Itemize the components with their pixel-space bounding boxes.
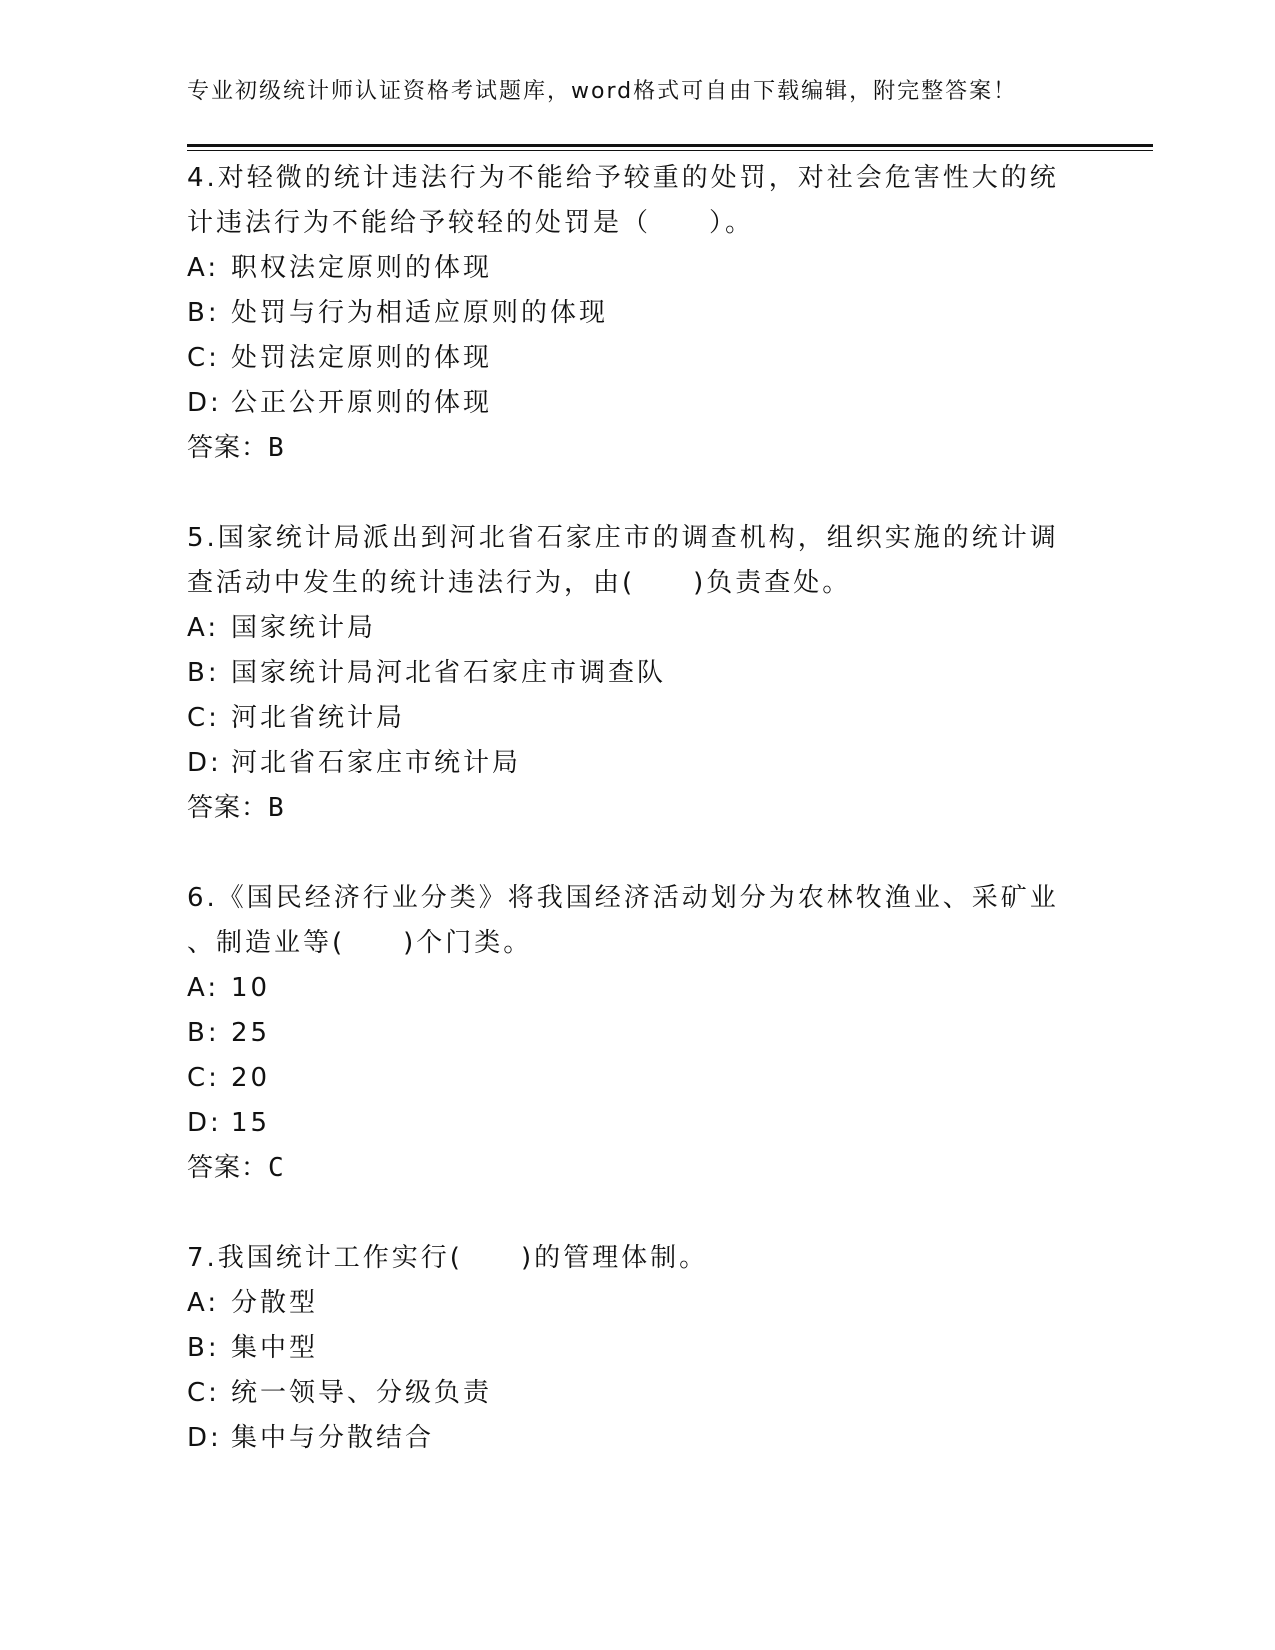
answer-line	[187, 426, 1087, 471]
answer-label: 答案：	[187, 433, 269, 463]
option-text: 统一领导、分级负责	[231, 1378, 493, 1408]
option-c	[187, 1371, 1087, 1416]
question-stem-line: 6.《国民经济行业分类》将我国经济活动划分为农林牧渔业、采矿业	[187, 883, 1059, 913]
option-text: 处罚法定原则的体现	[231, 343, 493, 373]
answer-value: C	[268, 1153, 285, 1183]
option-letter: C:	[187, 1378, 220, 1408]
question-stem-line: 7.我国统计工作实行( )的管理体制。	[187, 1243, 709, 1273]
question-4	[187, 156, 1087, 471]
option-letter: A:	[187, 253, 220, 283]
answer-label: 答案：	[187, 1153, 269, 1183]
answer-label: 答案：	[187, 793, 269, 823]
option-b	[187, 1011, 1087, 1056]
question-7	[187, 1236, 1087, 1461]
option-letter: D:	[187, 748, 222, 778]
question-list	[187, 156, 1087, 1506]
option-text: 河北省统计局	[231, 703, 406, 733]
question-stem-line: 4.对轻微的统计违法行为不能给予较重的处罚，对社会危害性大的统	[187, 163, 1059, 193]
question-6	[187, 876, 1087, 1191]
answer-line	[187, 1146, 1087, 1191]
answer-value: B	[268, 433, 285, 463]
option-text: 20	[231, 1063, 271, 1093]
option-letter: B:	[187, 658, 220, 688]
option-text: 河北省石家庄市统计局	[231, 748, 522, 778]
option-text: 15	[231, 1108, 271, 1138]
option-letter: B:	[187, 1333, 220, 1363]
option-a	[187, 246, 1087, 291]
header-rule-thin	[187, 150, 1153, 151]
question-stem-line: 、制造业等( )个门类。	[187, 928, 533, 958]
header-rule-thick	[187, 144, 1153, 147]
option-text: 职权法定原则的体现	[231, 253, 493, 283]
option-text: 公正公开原则的体现	[231, 388, 493, 418]
option-b	[187, 291, 1087, 336]
option-text: 国家统计局河北省石家庄市调查队	[231, 658, 667, 688]
option-text: 处罚与行为相适应原则的体现	[231, 298, 609, 328]
option-text: 国家统计局	[231, 613, 377, 643]
question-stem-line: 查活动中发生的统计违法行为，由( )负责查处。	[187, 568, 852, 598]
option-letter: D:	[187, 388, 222, 418]
option-d	[187, 1416, 1087, 1461]
option-letter: D:	[187, 1108, 222, 1138]
option-letter: A:	[187, 613, 220, 643]
answer-value: B	[268, 793, 285, 823]
option-text: 集中型	[231, 1333, 319, 1363]
option-a	[187, 966, 1087, 1011]
option-letter: B:	[187, 298, 220, 328]
question-5	[187, 516, 1087, 831]
option-text: 10	[231, 973, 271, 1003]
option-letter: B:	[187, 1018, 220, 1048]
option-letter: A:	[187, 1288, 220, 1318]
option-d	[187, 741, 1087, 786]
option-text: 集中与分散结合	[231, 1423, 435, 1453]
option-letter: D:	[187, 1423, 222, 1453]
option-letter: C:	[187, 703, 220, 733]
option-a	[187, 1281, 1087, 1326]
page-header-text: 专业初级统计师认证资格考试题库，word格式可自由下载编辑，附完整答案！	[187, 79, 1018, 104]
option-d	[187, 381, 1087, 426]
question-stem-line: 5.国家统计局派出到河北省石家庄市的调查机构，组织实施的统计调	[187, 523, 1059, 553]
option-b	[187, 1326, 1087, 1371]
option-b	[187, 651, 1087, 696]
option-text: 25	[231, 1018, 271, 1048]
option-a	[187, 606, 1087, 651]
option-letter: A:	[187, 973, 220, 1003]
option-letter: C:	[187, 1063, 220, 1093]
option-c	[187, 1056, 1087, 1101]
question-stem-line: 计违法行为不能给予较轻的处罚是（ ）。	[187, 208, 755, 238]
option-d	[187, 1101, 1087, 1146]
option-letter: C:	[187, 343, 220, 373]
option-c	[187, 336, 1087, 381]
answer-line	[187, 786, 1087, 831]
option-text: 分散型	[231, 1288, 319, 1318]
option-c	[187, 696, 1087, 741]
